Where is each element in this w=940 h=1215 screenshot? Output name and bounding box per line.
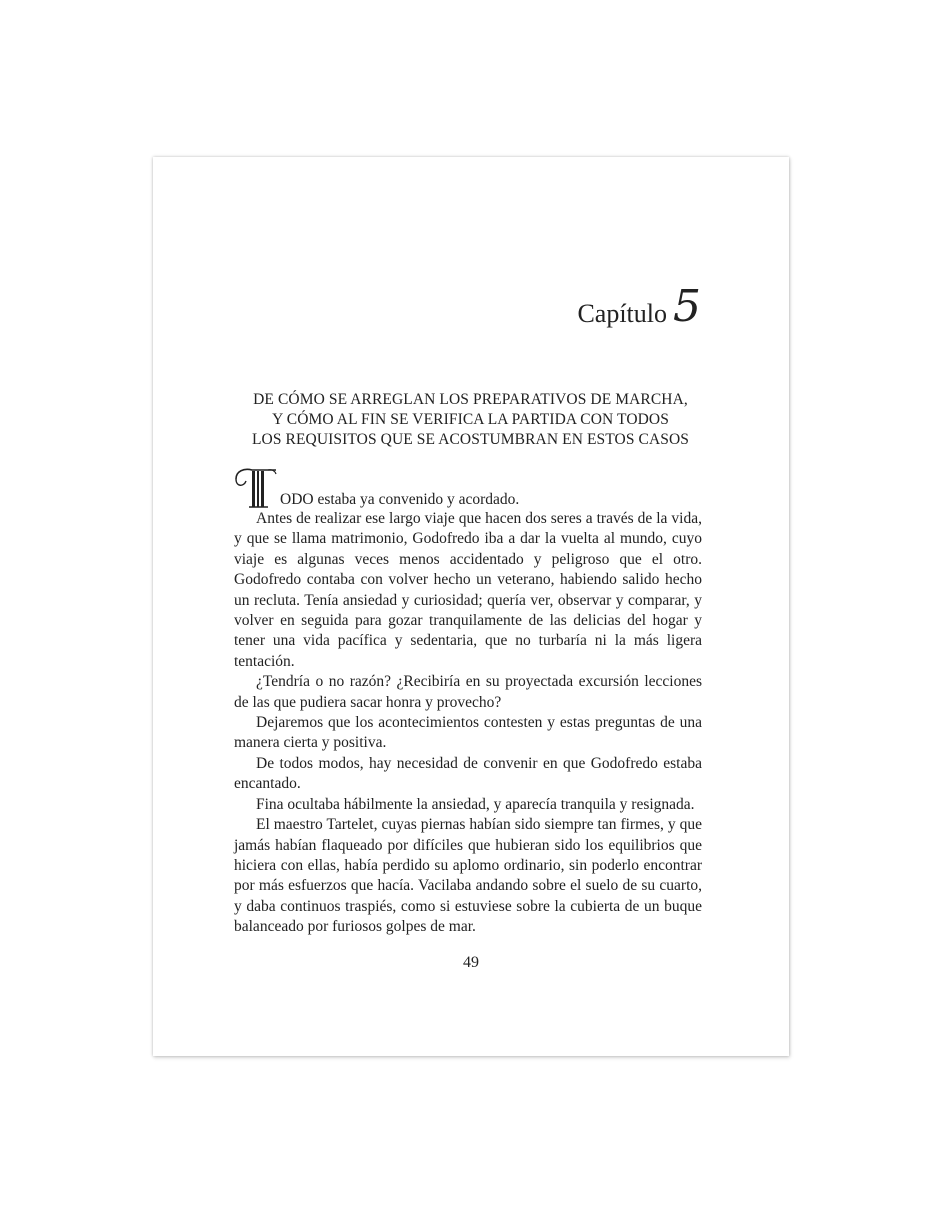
- chapter-title: [233, 390, 708, 450]
- chapter-title-line: DE CÓMO SE ARREGLAN LOS PREPARATIVOS DE MARCHA,: [253, 391, 688, 408]
- paragraph: De todos modos, hay necesidad de convenir en que Godofredo estaba encantado.: [234, 754, 702, 793]
- opening-line-text: ODO estaba ya convenido y acordado.: [280, 491, 520, 508]
- paragraph: Antes de realizar ese largo viaje que hacen dos seres a través de la vida, y que se llama matrimonio, Godofredo iba a dar la vuelta al mundo, cuyo viaje es algunas veces menos accidentado y peligroso que el otro. Godofredo contaba con volver hecho un veterano, habiendo salido hecho un recluta. Tenía ansiedad y curiosidad; quería ver, observar y comparar, y volver en seguida para gozar tranquilamente de las delicias del hogar y tener una vida pacífica y sedentaria, que no turbaría ni la más ligera tentación.: [234, 510, 702, 670]
- body-text: [232, 465, 702, 938]
- svg-text:T: T: [232, 465, 233, 466]
- paragraph: ¿Tendría o no razón? ¿Recibiría en su proyectada excursión lecciones de las que pudiera sacar honra y provecho?: [234, 673, 702, 711]
- chapter-label: Capítulo: [577, 299, 667, 328]
- paragraph: Dejaremos que los acontecimientos contesten y estas preguntas de una manera cierta y positiva.: [234, 714, 702, 752]
- paragraph: Fina ocultaba hábilmente la ansiedad, y aparecía tranquila y resignada.: [256, 795, 695, 813]
- chapter-title-line: LOS REQUISITOS QUE SE ACOSTUMBRAN EN ESTOS CASOS: [251, 431, 689, 448]
- chapter-number: 5: [673, 281, 701, 332]
- paragraph: El maestro Tartelet, cuyas piernas habían sido siempre tan firmes, y que jamás habían flaqueado por difíciles que hubieran sido los equilibrios que hiciera con ellas, había perdido su aplomo ordinario, sin poderlo encontrar por más esfuerzos que hacía. Vacilaba andando sobre el suelo de su cuarto, y daba continuos traspiés, como si estuviese sobre la cubierta de un buque balanceado por furiosos golpes de mar.: [234, 816, 702, 936]
- book-page: [153, 157, 789, 1056]
- page-number: 49: [463, 954, 479, 971]
- opening-line: [232, 465, 702, 509]
- chapter-title-line: Y CÓMO AL FIN SE VERIFICA LA PARTIDA CON TODOS: [272, 411, 669, 428]
- drop-cap-letter: [232, 465, 278, 511]
- chapter-heading: [577, 281, 701, 332]
